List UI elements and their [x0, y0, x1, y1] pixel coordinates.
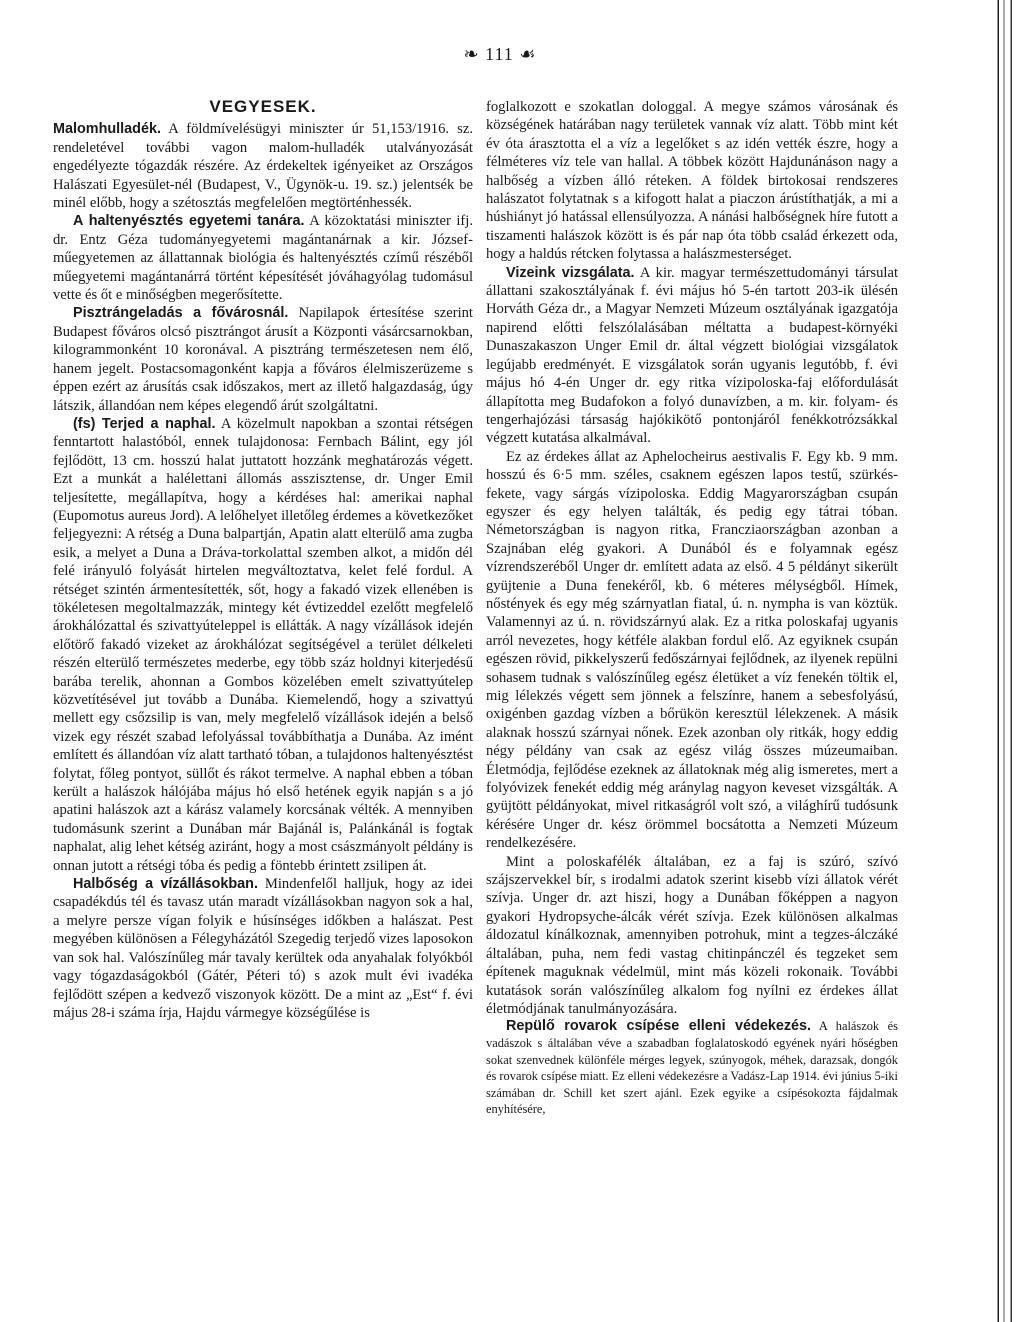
article-naphal: (fs) Terjed a naphal. A közelmult napokban a szontai rétségen fenntartott halastóból, ennek tulajdonosa: Fernbach Bálint, egy jól fejlődött, 13 cm. hosszú halat juttatott hozzánk meghatározás végett. Ezt a munkát a halélettani állomás asszisztense, dr. Unger Emil teljesítette, megállapítva, hogy a kérdéses hal: amerikai naphal (Eupomotus aureus Jord). A lelőhelyet illetőleg érdemes a következőket feljegyezni: A rétség a Duna balpartján, Apatin alatt elterülő ama zugba esik, a melyet a Duna a Dráva-torkolattal szemben alkot, a midőn dél felé irányuló folyását hirtelen megváltoztatva, kelet felé fordul. A rétséget szintén ármentesítették, sőt, hogy a fakadó vizek ellenében is tökéletesen megoltalmazzák, mintegy két évtizeddel ezelőtt megfelelő árokhálózattal és szivattyúteleppel is ellátták. A nagy vízállások idején előtörő fakadó vizeket az árokhálózat segítségével a terület délkeleti részén elterülő természetes mederbe, egy több száz holdnyi kiterjedésű barába terelik, ahonnan a Gombos közelében emelt szivattyútelep közvetítésével jut tovább a Dunába. Kiemelendő, hogy a szivattyú mellett egy csőzsilip is van, mely megfelelő vízállások idején a belső vizek egy részét szabad lefolyással továbbíthatja a Dunába. Az imént említett és állandóan víz alatt tartható tóban, a tulajdonos haltenyésztést folytat, főleg pontyot, süllőt és rákot termelve. A naphal ebben a tóban került a halászok hálójába május hó első hetének egyik napján s a jó apatini halászok azt a kárász valamely korcsának vélték. A mennyiben tudomásunk szerint a Dunában már Bajánál is, Palánkánál is fogtak naphalat, alig lehet kétség aziránt, hogy a most császmányolt példány is onnan jutott a rétségi tóba és pedig a föntebb érintett zsilipen át. — [53, 415, 473, 874]
right-column — [486, 98, 898, 1118]
ornament-left-icon: ❧ — [463, 44, 486, 64]
article-malomhulladek: Malomhulladék. A földmívelésügyi miniszter úr 51,153/1916. sz. rendeletével további vagon malom-hulladék utalványozását engedélyezte tógazdák részére. Az érdekeltek igényeiket az Országos Halászati Egyesület-nél (Budapest, V., Ügynök-u. 19. sz.) jelentsék be minél előbb, hogy a szétosztás megfelelően megtörténhessék. — [53, 121, 473, 212]
page-edge-shadow — [990, 0, 1024, 1322]
left-column — [53, 98, 473, 1022]
article-vizeink: Vizeink vizsgálata. A kir. magyar természettudományi társulat állattani szakosztályának f. évi május hó 5-én tartott 203-ik ülésén Horváth Géza dr., a Magyar Nemzeti Múzeum osztályának igazgatója napirend előtti felszólalásában méltatta a budapest-környéki Dunaszakaszon Unger Emil dr. által végzett biológiai vizsgálatok legújabb eredményét. E vizsgálatok során ugyanis legutóbb, f. évi május hó 4-én Unger dr. egy ritka vízipoloska-faj előfordulását állapította meg Budafokon a folyó dunavízben, a m. kir. folyam- és tengerhajózási társaság hajókikötő pontonjáról fenékkotrózsákkal végzett kutatása alkalmával. — [486, 264, 898, 447]
article-haltenyesztes: A haltenyésztés egyetemi tanára. A közoktatási miniszter ifj. dr. Entz Géza tudományegyetemi magántanárnak a kir. József-műegyetemen az állattannak biológia és haltenyésztés czímű részéből műegyetemi magántanárrá történt képesítését jóváhagyólag tudomásul vette és őt e minőségben megerősítette. — [53, 213, 473, 304]
article-pisztrang: Pisztrángeladás a fővárosnál. Napilapok értesítése szerint Budapest főváros olcsó pisztrángot árusít a Központi vásárcsarnokban, kilogrammonként 10 koronával. A pisztráng természetesen nem élő, hanem jegelt. Postacsomagonként kapja a főváros élelmiszerüzeme s éppen ezért az árusítás csak időszakos, mert az illető halgazdaság, úgy látszik, állandóan nem képes elegendő árút szolgáltatni. — [53, 305, 473, 414]
article-halboseg-cont: foglalkozott e szokatlan dologgal. A megye számos városának és községének határában nagy területek vannak víz alatt. Több mint két év óta árasztotta el a víz a legelőket s az idén vették észre, hogy a félméteres víz tele van hallal. A többek között Hajdunánáson nagy a halbőség a vízben álló réteken. A földek birtokosai rendszeres halászatot folytatnak s a kifogott halat a piaczon árústíthatják, a mi a húshiányt jó hatással ellensúlyozza. A nánási halbőségnek híre futott a tiszamenti halászok között is és pár nap óta több család érkezett oda, hogy a haldús rétcken folytassa a halászmesterséget. — [486, 99, 898, 263]
section-title: VEGYESEK. — [209, 97, 317, 116]
page-number: ❧ 111 ☙ — [463, 44, 537, 64]
article-aphelocheirus: Ez az érdekes állat az Aphelocheirus aestivalis F. Egy kb. 9 mm. hosszú és 6·5 mm. széles, csaknem egészen lapos testű, szürkés-fekete, vagy sárgás vízipoloska. Eddig Magyarországban csupán egyszer és egy helyen találták, és pedig egy tátrai tóban. Németországban is nagyon ritka, Francziaországban azonban a Szajnában elég gyakori. A Dunából és e folyamnak egész vízrendszeréből Unger dr. említett adata az első. 4 5 példányt sikerült gyüjtenie a Duna fenekéről, kb. 6 méteres mélységből. Hímek, nőstények és egy még szárnyatlan fiatal, ú. n. nympha is van köztük. Valamennyi az ú. n. rövidszárnyú alak. Ez a ritka poloskafaj ugyanis arról nevezetes, hogy kétféle alakban fordul elő. Az egyiknek csupán egészen rövid, pikkelyszerű fedőszárnyai fejlődnek, az ilyenek repülni sohasem tudnak s valószínűleg egész életüket a víz fenekén töltik el, mig lélekzés végett sem jönnek a felszínre, hanem a sebesfolyású, oxigénben gazdag vízben a bőrükön keresztül lélekzenek. A másik alaknak hosszú szárnyai nőnek. Ezek azonban oly ritkák, hogy eddig négy példány van csak az egész világ összes múzeumaiban. Életmódja, fejlődése ezeknek az állatoknak még alig ismeretes, mert a folyóvizek fenekét eddig még aránylag nagyon keveset vizsgálták. A gyüjtött példányokat, mivel ritkaságról volt szó, a világhírű tudósunk kérésére Unger dr. kész örömmel bocsátotta a Nemzeti Múzeum rendelkezésére. — [486, 448, 898, 852]
article-poloska: Mint a poloskafélék általában, ez a faj is szúró, szívó szájszervekkel bír, s irodalmi adatok szerint kisebb vízi állatok vérét szívja. Unger dr. azt hiszi, hogy a Dunában főképpen a nagyon gyakori Hydropsyche-álcák vérét szívja. Ezek különösen alkalmas áldozatul kínálkoznak, amennyiben potrohuk, mint a tegzes-álczáké általában, puha, nem fedi vastag chitinpánczél és tegzeket sem építenek maguknak védelmül, mint más közeli rokonaik. További kutatások során valószínűleg alkalom fog nyílni ez érdekes állat életmódjának tanulmányozására. — [486, 853, 898, 1017]
ornament-right-icon: ☙ — [513, 44, 537, 64]
article-rovarok: Repülő rovarok csípése elleni védekezés. A halászok és vadászok s általában véve a szabadban foglalatoskodó egyének nyári hőségben sokat szenvednek különféle mérges legyek, szúnyogok, méhek, darazsak, dongók és rovarok csípése miatt. Ez elleni védekezésre a Vadász-Lap 1914. évi június 5-iki számában dr. Schill ket szert ajánl. Ezek egyike a csípésokozta fájdalmak enyhítésére, — [486, 1018, 899, 1117]
article-halboseg: Halbőség a vízállásokban. Mindenfelől halljuk, hogy az idei csapadékdús tél és tavasz után maradt vízállásokban nagyon sok a hal, a melyre persze vígan folyik e húsínséges időkben a halászat. Pest megyében különösen a Félegyházától Szegedig terjedő vizes laposokon van sok hal. Valószínűleg már tavaly kerültek oda anyahalak folyókból vagy tógazdaságokból (Gátér, Péteri tó) s azok mult évi ivadéka fejlődött szépen a kedvező viszonyok között. De a mint az „Est“ f. évi május 28-i száma írja, Hajdu vármegye községűlése is — [53, 876, 473, 1021]
